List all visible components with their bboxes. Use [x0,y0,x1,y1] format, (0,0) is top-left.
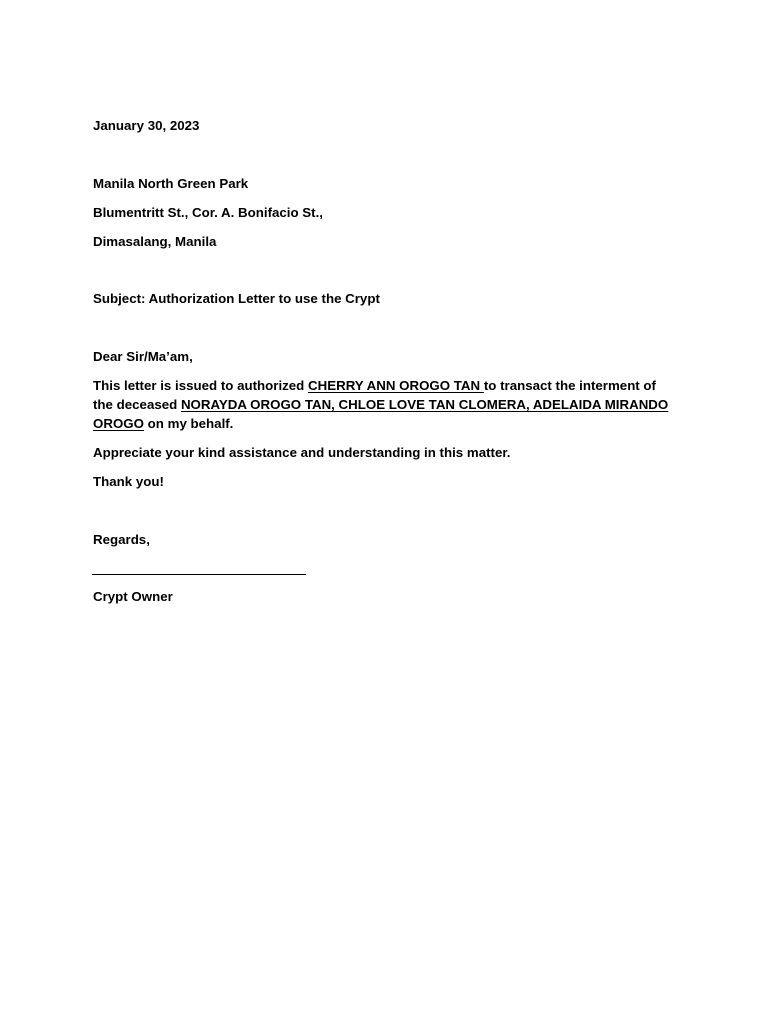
body-paragraph-1-line-3 [93,414,233,433]
body-text: to transact the interment of [483,378,656,393]
subject-line: Subject: Authorization Letter to use the Crypt [93,291,380,306]
letter-date: January 30, 2023 [93,118,200,133]
recipient-name: Manila North Green Park [93,176,249,191]
body-text: on my behalf. [143,416,234,431]
body-paragraph-1-line-2 [93,395,668,414]
salutation: Dear Sir/Ma’am, [93,349,193,364]
recipient-city: Dimasalang, Manila [93,234,217,249]
deceased-names: NORAYDA OROGO TAN, CHLOE LOVE TAN CLOMERA, ADELAIDA MIRANDO [180,397,669,412]
deceased-names-continued: OROGO [93,416,144,431]
signature-line [92,574,306,575]
signatory-title: Crypt Owner [93,589,173,604]
body-text: This letter is issued to authorized [93,378,309,393]
authorized-person-name: CHERRY ANN OROGO TAN [308,378,484,393]
body-paragraph-2: Appreciate your kind assistance and understanding in this matter. [93,445,511,460]
closing: Regards, [93,532,150,547]
recipient-street: Blumentritt St., Cor. A. Bonifacio St., [93,205,323,220]
body-paragraph-1-line-1 [93,376,656,395]
body-paragraph-3: Thank you! [93,474,164,489]
body-text: the deceased [93,397,181,412]
